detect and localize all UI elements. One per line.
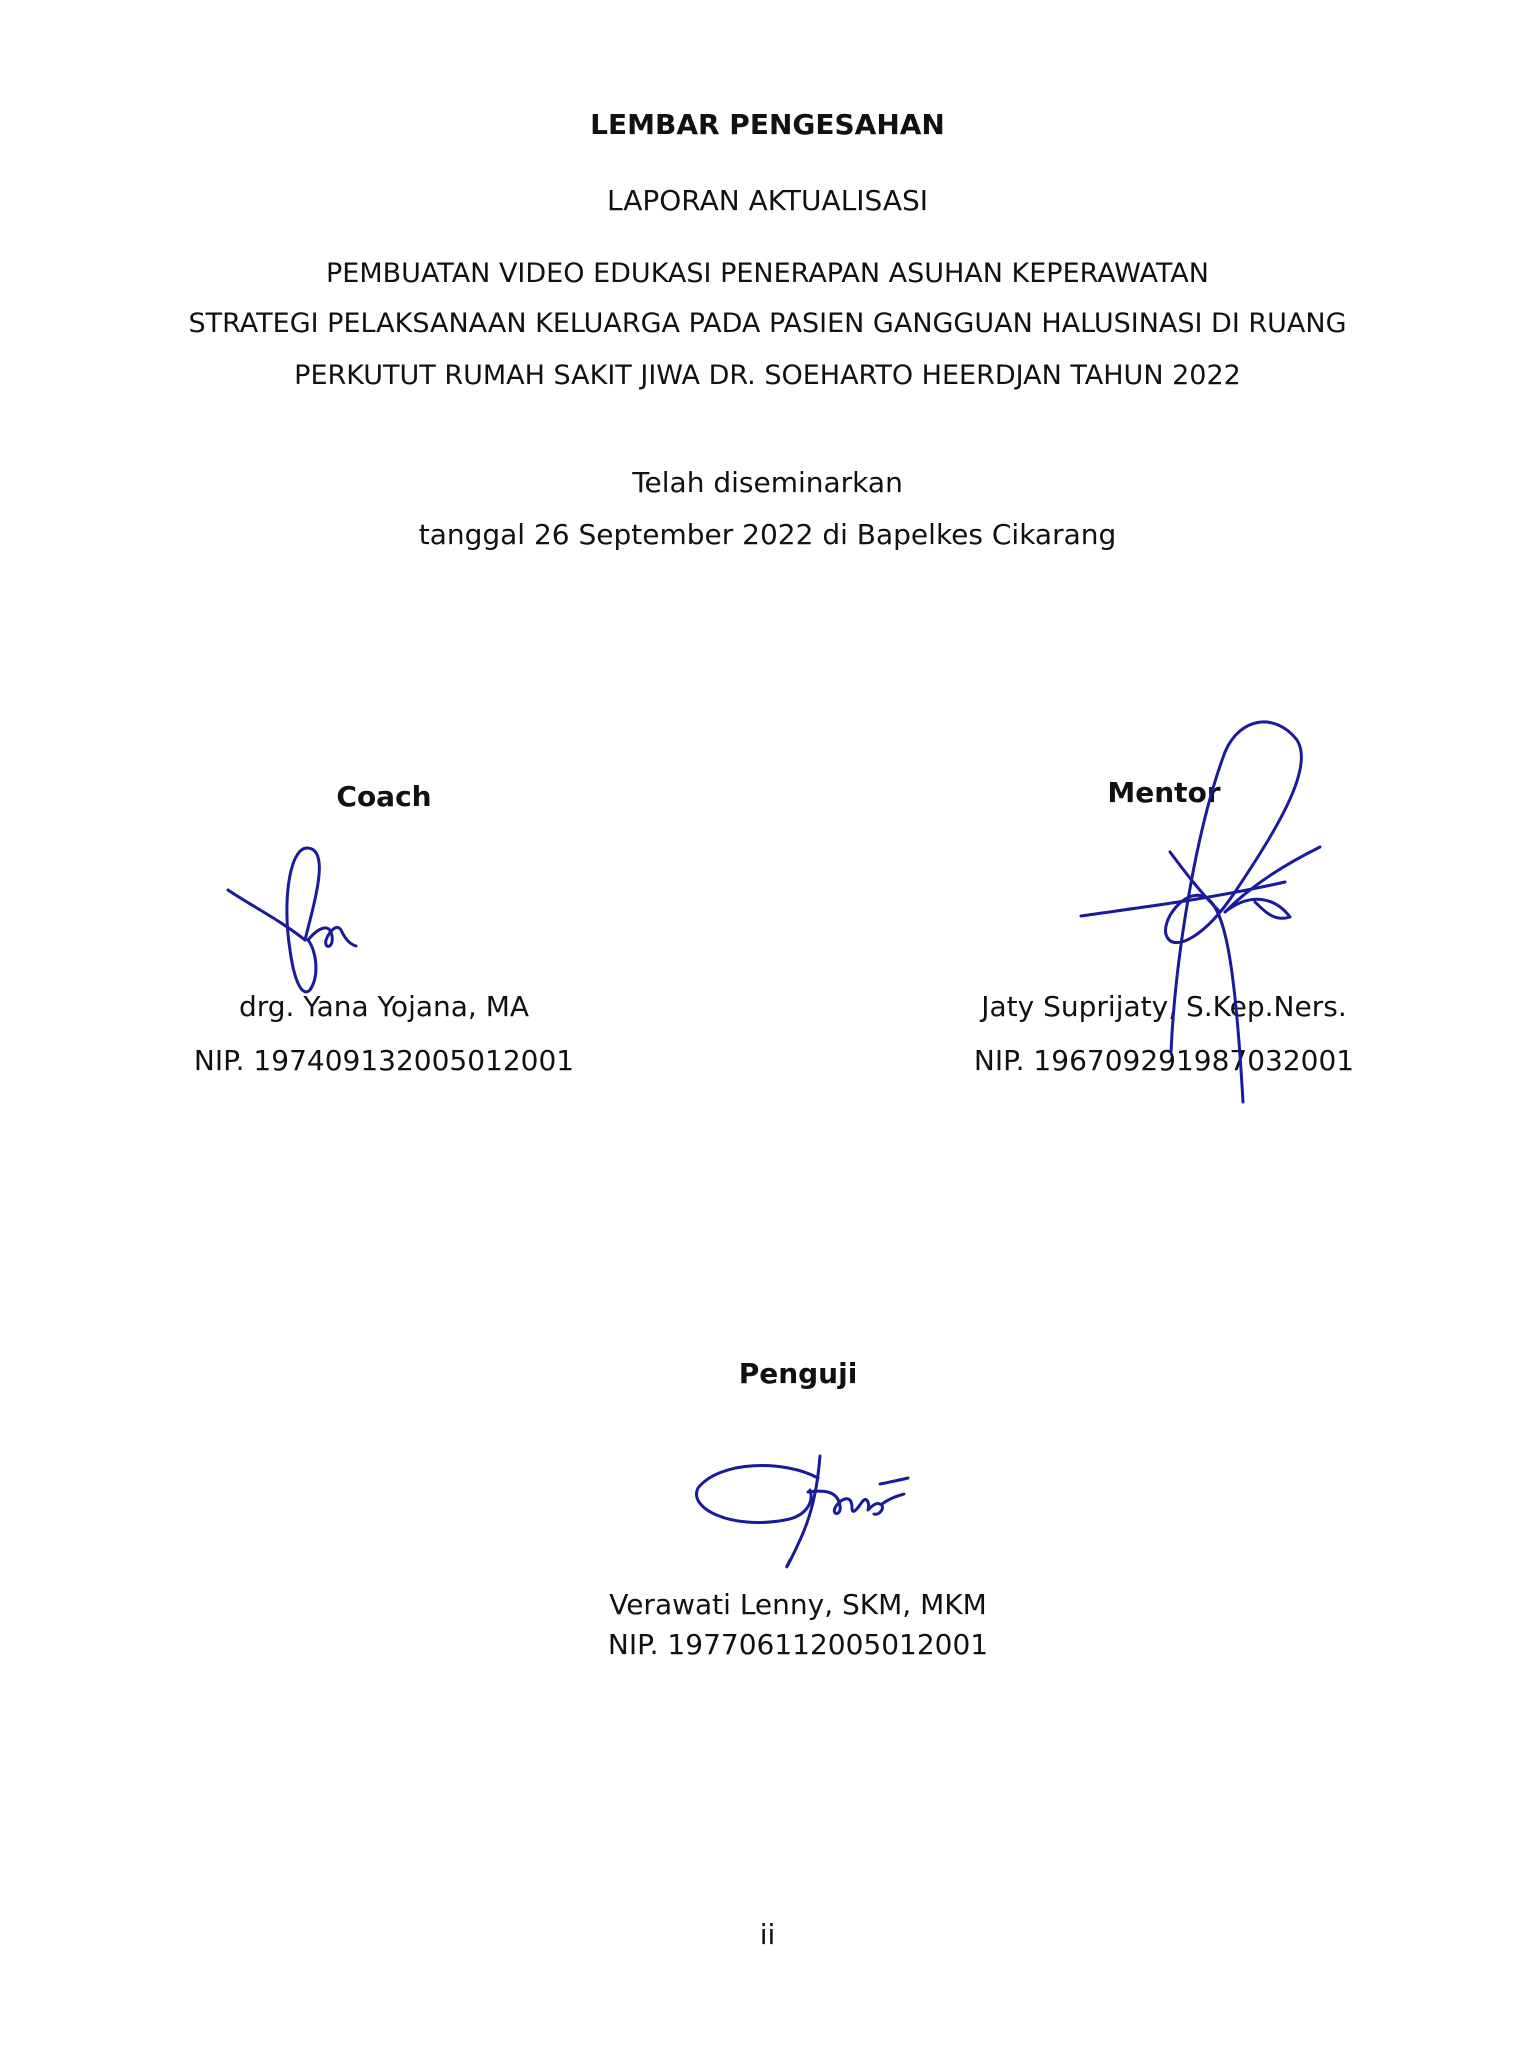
penguji-role-label: Penguji xyxy=(738,1357,858,1390)
penguji-signature-icon xyxy=(690,1450,920,1580)
mentor-nip: NIP. 196709291987032001 xyxy=(973,1044,1355,1077)
mentor-signature-icon xyxy=(1075,712,1335,1112)
coach-signature-icon xyxy=(220,840,380,1010)
coach-role-label: Coach xyxy=(336,780,432,813)
mentor-name: Jaty Suprijaty, S.Kep.Ners. xyxy=(981,990,1347,1023)
page-number: ii xyxy=(759,1918,776,1951)
coach-nip: NIP. 197409132005012001 xyxy=(193,1044,575,1077)
penguji-name: Verawati Lenny, SKM, MKM xyxy=(609,1588,987,1621)
page-heading: LEMBAR PENGESAHAN xyxy=(590,108,945,141)
mentor-role-label: Mentor xyxy=(1107,776,1221,809)
report-title-line-3: PERKUTUT RUMAH SAKIT JIWA DR. SOEHARTO HEERDJAN TAHUN 2022 xyxy=(294,360,1241,391)
seminar-line-1: Telah diseminarkan xyxy=(632,466,903,499)
report-title-line-2: STRATEGI PELAKSANAAN KELUARGA PADA PASIEN GANGGUAN HALUSINASI DI RUANG xyxy=(188,308,1347,339)
coach-name: drg. Yana Yojana, MA xyxy=(238,990,530,1023)
seminar-line-2: tanggal 26 September 2022 di Bapelkes Cikarang xyxy=(418,518,1117,551)
report-title-line-1: PEMBUATAN VIDEO EDUKASI PENERAPAN ASUHAN KEPERAWATAN xyxy=(326,258,1209,289)
report-subheading: LAPORAN AKTUALISASI xyxy=(606,184,929,217)
penguji-nip: NIP. 197706112005012001 xyxy=(607,1628,989,1661)
